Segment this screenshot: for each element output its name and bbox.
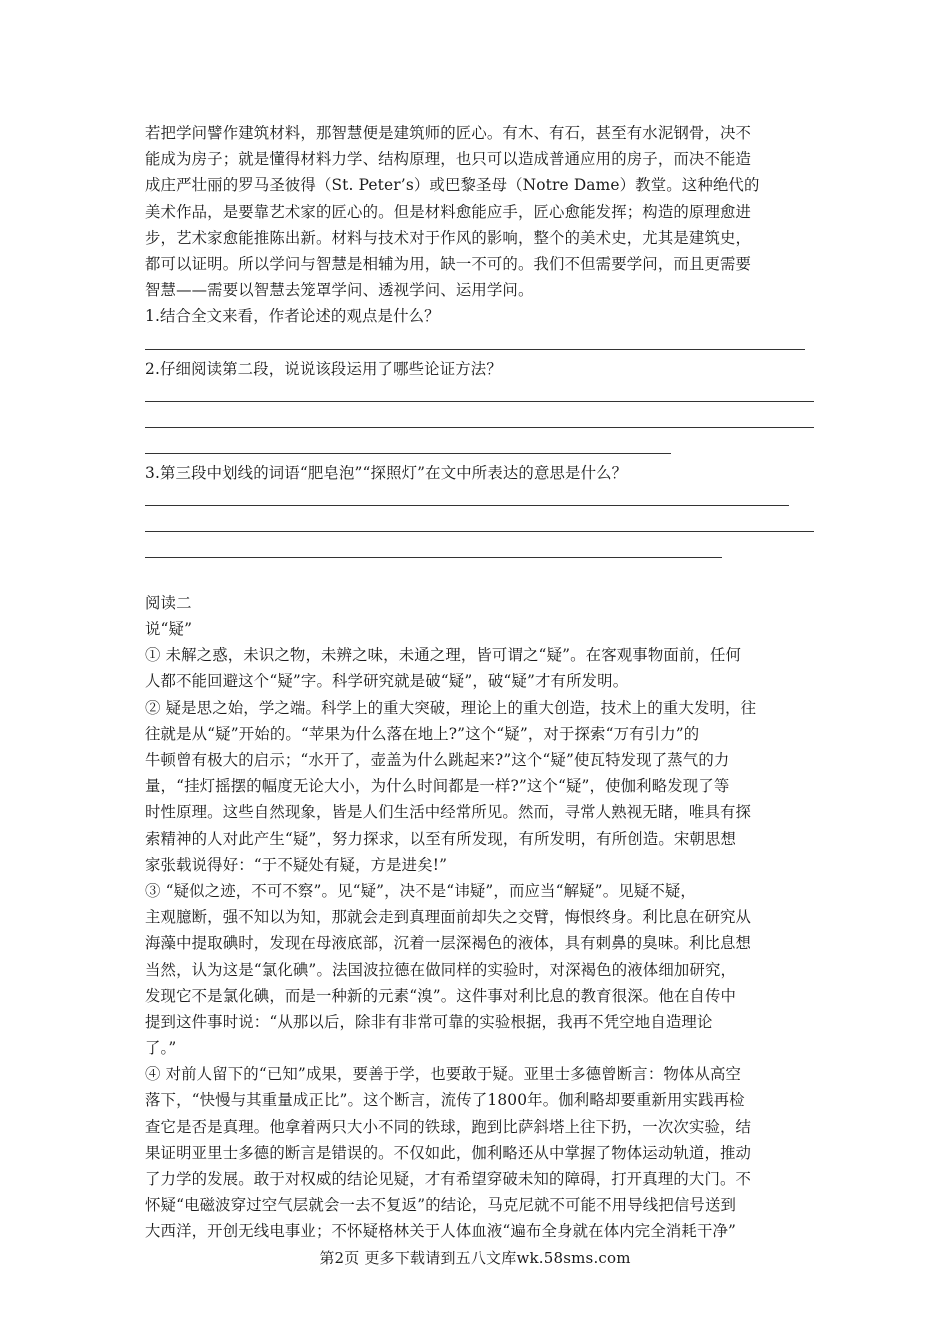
question-3: 3.第三段中划线的词语“肥皂泡”“探照灯”在文中所表达的意思是什么？ (145, 463, 628, 482)
page-footer: 第2页 更多下载请到五八文库wk.58sms.com (319, 1249, 631, 1267)
answer-line[interactable] (145, 486, 815, 512)
text-line: ① 未解之惑，未识之物，未辨之味，未通之理，皆可谓之“疑”。在客观事物面前，任何 (145, 646, 742, 665)
text-line: 大西洋，开创无线电事业；不怀疑格林关于人体血液“遍布全身就在体内完全消耗干净” (145, 1222, 737, 1241)
text-line: 往就是从“疑”开始的。“苹果为什么落在地上?”这个“疑”，对于探索“万有引力”的 (145, 724, 700, 743)
answer-line[interactable] (145, 330, 815, 356)
text-line: 时性原理。这些自然现象，皆是人们生活中经常所见。然而，寻常人熟视无睹，唯具有探 (145, 803, 752, 822)
text-line: 都可以证明。所以学问与智慧是相辅为用，缺一不可的。我们不但需要学问，而且更需要 (145, 254, 752, 273)
article-title: 说“疑” (145, 620, 193, 639)
text-line: 发现它不是氯化碘，而是一种新的元素“溴”。这件事对利比息的教育很深。他在自传中 (145, 986, 737, 1005)
text-line: 成庄严壮丽的罗马圣彼得（St. Peter’s）或巴黎圣母（Notre Dame）教堂。这种绝代的 (145, 176, 760, 195)
answer-line[interactable] (145, 382, 815, 408)
spacer (145, 564, 815, 590)
text-line: 了力学的发展。敢于对权威的结论见疑，才有希望穿破未知的障碍，打开真理的大门。不 (145, 1170, 752, 1188)
text-line: 海藻中提取碘时，发现在母液底部，沉着一层深褐色的液体，具有刺鼻的臭味。利比息想 (145, 934, 752, 953)
text-line: 人都不能回避这个“疑”字。科学研究就是破“疑”，破“疑”才有所发明。 (145, 672, 629, 691)
text-line: ④ 对前人留下的“已知”成果，要善于学，也要敢于疑。亚里士多德曾断言：物体从高空 (145, 1065, 742, 1084)
text-line: 索精神的人对此产生“疑”，努力探求，以至有所发现，有所发明，有所创造。宋朝思想 (145, 829, 737, 848)
answer-line[interactable] (145, 512, 815, 538)
text-line: ② 疑是思之始，学之端。科学上的重大突破，理论上的重大创造，技术上的重大发明，往 (145, 698, 757, 717)
text-line: 智慧——需要以智慧去笼罩学问、透视学问、运用学问。 (145, 281, 534, 300)
section-heading: 阅读二 (145, 593, 192, 612)
question-1: 1.结合全文来看，作者论述的观点是什么？ (145, 307, 440, 326)
text-line: 牛顿曾有极大的启示；“水开了，壶盖为什么跳起来?”这个“疑”使瓦特发现了蒸气的力 (145, 751, 730, 769)
text-line: 了。” (145, 1039, 177, 1058)
text-line: 主观臆断，强不知以为知，那就会走到真理面前却失之交臂，悔恨终身。利比息在研究从 (145, 908, 752, 927)
answer-line[interactable] (145, 538, 815, 564)
question-2: 2.仔细阅读第二段，说说该段运用了哪些论证方法？ (145, 359, 502, 378)
text-line: 提到这件事时说：“从那以后，除非有非常可靠的实验根据，我再不凭空地自造理论 (145, 1012, 713, 1031)
text-line: 落下，“快慢与其重量成正比”。这个断言，流传了1800年。伽利略却要重新用实践再检 (145, 1091, 745, 1110)
text-line: 怀疑“电磁波穿过空气层就会一去不复返”的结论，马克尼就不可能不用导线把信号送到 (145, 1196, 737, 1215)
text-line: 量，“挂灯摇摆的幅度无论大小，为什么时间都是一样?”这个“疑”，使伽利略发现了等 (145, 777, 730, 796)
text-line: 查它是否是真理。他拿着两只大小不同的铁球，跑到比萨斜塔上往下扔，一次次实验，结 (145, 1117, 752, 1136)
text-line: 当然，认为这是“氯化碘”。法国波拉德在做同样的实验时，对深褐色的液体细加研究， (145, 960, 737, 979)
reading2-body (145, 642, 815, 1244)
text-line: ③ “疑似之迹，不可不察”。见“疑”，决不是“讳疑”，而应当“解疑”。见疑不疑， (145, 881, 696, 900)
answer-line[interactable] (145, 408, 815, 434)
text-line: 步，艺术家愈能推陈出新。材料与技术对于作风的影响，整个的美术史，尤其是建筑史， (145, 228, 752, 247)
document-page (145, 120, 815, 1245)
text-line: 果证明亚里士多德的断言是错误的。不仅如此，伽利略还从中掌握了物体运动轨道，推动 (145, 1143, 752, 1162)
text-line: 家张载说得好：“于不疑处有疑，方是进矣!” (145, 855, 448, 874)
answer-line[interactable] (145, 434, 815, 460)
text-line: 美术作品，是要靠艺术家的匠心的。但是材料愈能应手，匠心愈能发挥；构造的原理愈进 (145, 202, 752, 221)
text-line: 若把学问譬作建筑材料，那智慧便是建筑师的匠心。有木、有石，甚至有水泥钢骨，决不 (145, 124, 752, 142)
text-line: 能成为房子；就是懂得材料力学、结构原理，也只可以造成普通应用的房子，而决不能造 (145, 150, 752, 169)
reading1-paragraph (145, 120, 815, 303)
